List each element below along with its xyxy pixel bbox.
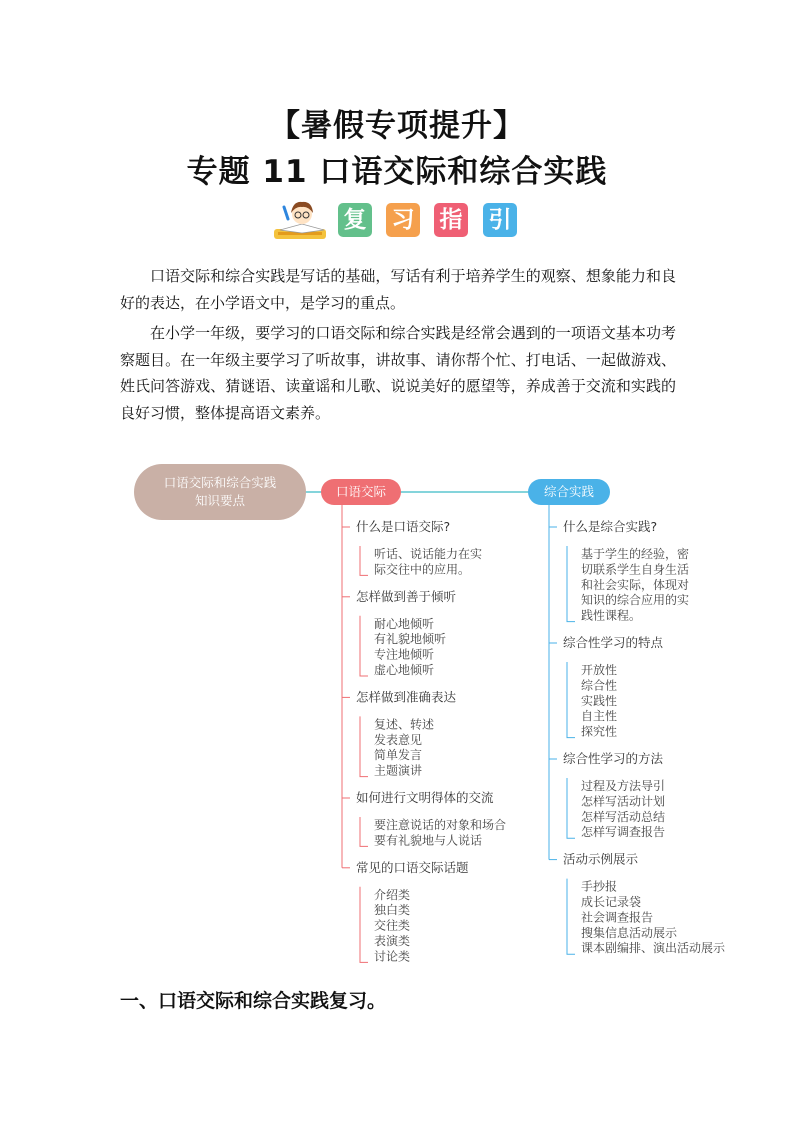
oral-communication-sub-bracket [360,887,368,963]
guide-tile-4: 引 [483,203,517,237]
oral-communication-item: 表演类 [374,934,411,948]
intro-paragraph-2: 在小学一年级，要学习的口语交际和综合实践是经常会遇到的一项语文基本功考察题目。在一年级主要学习了听故事，讲故事、请你帮个忙、打电话、一起做游戏、姓氏问答游戏、猜谜语、读童谣和儿歌、说说美好的愿望等，养成善于交流和实践的良好习惯，整体提高语文素养。 [120,324,676,422]
title-line-2: 专题 11 口语交际和综合实践 [186,154,608,190]
oral-communication-item: 讨论类 [374,949,411,964]
oral-communication-sub-bracket [360,817,368,846]
comprehensive-practice-sub-bracket [567,778,575,838]
oral-communication-heading: 怎样做到准确表达 [356,689,457,705]
comprehensive-practice-item: 怎样写活动总结 [581,809,666,824]
comprehensive-practice-item: 基于学生的经验，密 [581,547,690,561]
comprehensive-practice-sub-bracket [567,546,575,622]
oral-communication-item: 简单发言 [374,748,423,763]
intro-paragraph-1: 口语交际和综合实践是写话的基础，写话有利于培养学生的观察、想象能力和良好的表达，在小学语文中，是学习的重点。 [120,267,676,312]
comprehensive-practice-item: 怎样写活动计划 [581,794,666,809]
comprehensive-practice-heading: 综合性学习的方法 [563,751,664,766]
comprehensive-practice-item: 切联系学生自身生活 [581,562,690,577]
oral-communication-item: 际交往中的应用。 [374,562,471,577]
oral-communication-sub-bracket [360,616,368,676]
guide-tile-2: 习 [386,203,420,237]
title-line-1: 【暑假专项提升】 [269,108,525,144]
oral-communication-heading: 如何进行文明得体的交流 [356,790,494,805]
comprehensive-practice-item: 过程及方法导引 [581,779,666,793]
comprehensive-practice-item: 实践性 [581,693,618,708]
comprehensive-practice-sub-bracket [567,662,575,738]
oral-communication-sub-bracket [360,546,368,575]
student-reading-icon [272,199,330,243]
oral-communication-item: 耐心地倾听 [374,616,435,631]
oral-communication-item: 虚心地倾听 [374,663,435,677]
comprehensive-practice-item: 探究性 [581,724,618,739]
branch-oral-communication-label: 口语交际 [335,484,387,499]
oral-communication-item: 交往类 [374,918,411,933]
comprehensive-practice-sub-bracket [567,879,575,955]
oral-communication-heading: 什么是口语交际? [356,519,451,534]
oral-communication-item: 独白类 [374,903,411,918]
comprehensive-practice-item: 搜集信息活动展示 [581,925,678,940]
comprehensive-practice-item: 自主性 [581,709,618,724]
comprehensive-practice-item: 综合性 [581,678,618,693]
oral-communication-item: 发表意见 [374,732,423,747]
comprehensive-practice-item: 开放性 [581,663,618,677]
section-heading: 一、口语交际和综合实践复习。 [120,990,387,1012]
comprehensive-practice-item: 知识的综合应用的实 [581,593,690,608]
oral-communication-item: 有礼貌地倾听 [374,632,447,647]
root-node-line-1: 口语交际和综合实践 [163,475,277,490]
comprehensive-practice-item: 和社会实际，体现对 [581,577,690,592]
comprehensive-practice-heading: 什么是综合实践? [563,519,658,534]
comprehensive-practice-item: 怎样写调查报告 [581,825,666,840]
knowledge-mindmap [0,455,794,964]
guide-tile-3: 指 [434,203,468,237]
oral-communication-item: 主题演讲 [374,763,423,778]
oral-communication-item: 要有礼貌地与人说话 [374,833,483,848]
oral-communication-item: 介绍类 [374,887,411,902]
comprehensive-practice-heading: 活动示例展示 [563,851,639,867]
guide-tile-1: 复 [338,203,372,237]
oral-communication-item: 复述、转述 [374,717,435,732]
oral-communication-item: 专注地倾听 [374,647,435,662]
comprehensive-practice-item: 成长记录袋 [581,895,642,909]
comprehensive-practice-item: 手抄报 [581,879,618,894]
root-node [134,464,306,520]
branch-comprehensive-practice-label: 综合实践 [543,484,595,499]
oral-communication-item: 要注意说话的对象和场合 [374,818,507,832]
comprehensive-practice-heading: 综合性学习的特点 [563,635,664,650]
oral-communication-sub-bracket [360,716,368,776]
root-node-line-2: 知识要点 [194,493,246,508]
oral-communication-item: 听话、说话能力在实 [374,547,483,561]
comprehensive-practice-item: 课本剧编排、演出活动展示 [581,941,726,956]
comprehensive-practice-item: 践性课程。 [581,608,642,623]
oral-communication-heading: 常见的口语交际话题 [356,859,469,875]
oral-communication-heading: 怎样做到善于倾听 [356,588,457,604]
comprehensive-practice-item: 社会调查报告 [581,910,654,925]
